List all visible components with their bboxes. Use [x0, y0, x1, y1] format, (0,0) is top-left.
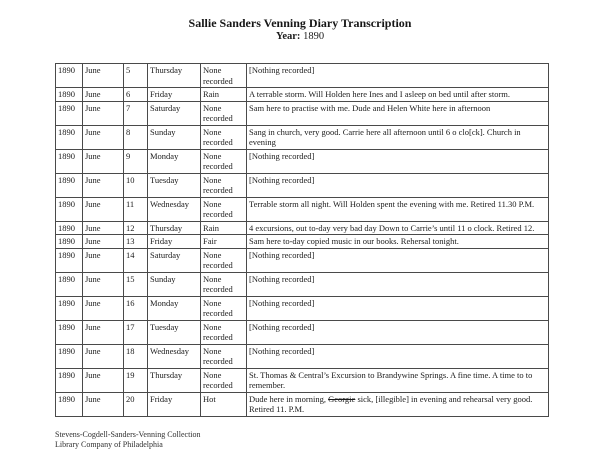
entry-text: Dude here in morning,: [249, 393, 329, 404]
cell-weekday: Sunday: [148, 272, 201, 296]
cell-day: 15: [124, 272, 148, 296]
cell-day: 10: [124, 173, 148, 197]
cell-month: June: [83, 392, 124, 416]
cell-weather: None recorded: [201, 125, 247, 149]
cell-weekday: Thursday: [148, 221, 201, 235]
entry-text: Sam here to practise with me. Dude and Helen White here in afternoon: [249, 102, 491, 113]
cell-weather: Hot: [201, 392, 247, 416]
cell-weather: None recorded: [201, 101, 247, 125]
cell-year: 1890: [56, 344, 83, 368]
cell-entry: [247, 125, 549, 149]
cell-entry: [247, 320, 549, 344]
entry-text: [Nothing recorded]: [249, 297, 315, 308]
cell-year: 1890: [56, 64, 83, 88]
cell-weekday: Saturday: [148, 101, 201, 125]
cell-day: 20: [124, 392, 148, 416]
footer-collection-line: Stevens-Cogdell-Sanders-Venning Collection: [55, 429, 201, 439]
entry-text: Sam here to-day copied music in our books. Rehersal tonight.: [249, 236, 459, 246]
cell-weekday: Friday: [148, 88, 201, 102]
year-value: 1890: [303, 31, 325, 42]
cell-year: 1890: [56, 173, 83, 197]
cell-day: 13: [124, 235, 148, 249]
cell-weather: None recorded: [201, 320, 247, 344]
cell-entry: [247, 173, 549, 197]
entry-text: [Nothing recorded]: [249, 65, 315, 75]
cell-entry: [247, 149, 549, 173]
cell-entry: [247, 248, 549, 272]
entry-text: 4 excursions, out to-day very bad day Down to Carrie’s until 11 o clock. Retired 12.: [249, 222, 535, 233]
cell-month: June: [83, 149, 124, 173]
cell-entry: [247, 296, 549, 320]
cell-year: 1890: [56, 149, 83, 173]
table-row: [56, 88, 549, 102]
entry-text: [Nothing recorded]: [249, 249, 315, 260]
cell-entry: [247, 197, 549, 221]
cell-weather: None recorded: [201, 368, 247, 392]
cell-month: June: [83, 296, 124, 320]
cell-entry: [247, 221, 549, 235]
table-row: [56, 392, 549, 416]
cell-weekday: Monday: [148, 296, 201, 320]
table-row: [56, 272, 549, 296]
cell-weather: None recorded: [201, 296, 247, 320]
cell-month: June: [83, 235, 124, 249]
cell-month: June: [83, 320, 124, 344]
entry-text: Sang in church, very good. Carrie here all afternoon until 6 o clo[ck]. Church in evening: [249, 126, 521, 147]
cell-weather: Rain: [201, 88, 247, 102]
cell-day: 18: [124, 344, 148, 368]
table-row: [56, 320, 549, 344]
entry-text: sick, [illegible] in evening and rehearsal very good. Retired 11. P.M.: [249, 393, 533, 414]
document-title: Sallie Sanders Venning Diary Transcription: [188, 16, 412, 30]
cell-day: 7: [124, 101, 148, 125]
cell-entry: [247, 368, 549, 392]
cell-month: June: [83, 64, 124, 88]
entry-text: [Nothing recorded]: [249, 345, 315, 356]
cell-month: June: [83, 368, 124, 392]
cell-day: 17: [124, 320, 148, 344]
cell-weather: None recorded: [201, 197, 247, 221]
year-label: Year:: [275, 31, 301, 42]
table-row: [56, 368, 549, 392]
entry-text: [Nothing recorded]: [249, 174, 315, 185]
cell-month: June: [83, 101, 124, 125]
diary-table-body: [56, 64, 549, 417]
footer: [55, 430, 600, 450]
table-row: [56, 101, 549, 125]
cell-entry: [247, 101, 549, 125]
cell-year: 1890: [56, 248, 83, 272]
cell-entry: [247, 64, 549, 88]
cell-year: 1890: [56, 101, 83, 125]
cell-weather: None recorded: [201, 272, 247, 296]
table-row: [56, 296, 549, 320]
cell-day: 12: [124, 221, 148, 235]
cell-weather: None recorded: [201, 173, 247, 197]
cell-month: June: [83, 125, 124, 149]
cell-day: 6: [124, 88, 148, 102]
cell-month: June: [83, 197, 124, 221]
cell-day: 9: [124, 149, 148, 173]
cell-weather: None recorded: [201, 344, 247, 368]
cell-day: 14: [124, 248, 148, 272]
year-line: [0, 30, 600, 44]
cell-weekday: Tuesday: [148, 320, 201, 344]
table-row: [56, 125, 549, 149]
cell-year: 1890: [56, 392, 83, 416]
cell-weekday: Sunday: [148, 125, 201, 149]
cell-day: 5: [124, 64, 148, 88]
cell-year: 1890: [56, 320, 83, 344]
entry-text: A terrable storm. Will Holden here Ines and I asleep on bed until after storm.: [249, 89, 511, 99]
cell-weekday: Tuesday: [148, 173, 201, 197]
cell-weekday: Friday: [148, 235, 201, 249]
cell-weekday: Friday: [148, 392, 201, 416]
table-row: [56, 149, 549, 173]
cell-entry: [247, 272, 549, 296]
cell-entry: [247, 88, 549, 102]
cell-year: 1890: [56, 221, 83, 235]
entry-text: [Nothing recorded]: [249, 273, 315, 284]
cell-month: June: [83, 88, 124, 102]
cell-year: 1890: [56, 235, 83, 249]
cell-day: 8: [124, 125, 148, 149]
cell-entry: [247, 344, 549, 368]
cell-weekday: Thursday: [148, 368, 201, 392]
cell-day: 19: [124, 368, 148, 392]
entry-text: Terrable storm all night. Will Holden spent the evening with me. Retired 11.30 P.M.: [249, 198, 535, 209]
cell-weather: None recorded: [201, 149, 247, 173]
cell-month: June: [83, 272, 124, 296]
cell-entry: [247, 235, 549, 249]
table-row: [56, 344, 549, 368]
cell-year: 1890: [56, 197, 83, 221]
table-row: [56, 235, 549, 249]
table-row: [56, 64, 549, 88]
diary-table: [55, 63, 549, 417]
cell-year: 1890: [56, 88, 83, 102]
entry-text: [Nothing recorded]: [249, 321, 315, 332]
cell-weather: None recorded: [201, 64, 247, 88]
cell-year: 1890: [56, 125, 83, 149]
cell-month: June: [83, 221, 124, 235]
cell-month: June: [83, 248, 124, 272]
entry-text: St. Thomas & Central’s Excursion to Brandywine Springs. A fine time. A time to to remember.: [249, 369, 533, 390]
table-row: [56, 197, 549, 221]
table-row: [56, 248, 549, 272]
cell-year: 1890: [56, 272, 83, 296]
cell-weather: Fair: [201, 235, 247, 249]
cell-year: 1890: [56, 368, 83, 392]
cell-month: June: [83, 344, 124, 368]
footer-institution-line: Library Company of Philadelphia: [55, 439, 163, 449]
cell-weekday: Thursday: [148, 64, 201, 88]
cell-weekday: Wednesday: [148, 344, 201, 368]
table-row: [56, 221, 549, 235]
cell-year: 1890: [56, 296, 83, 320]
table-row: [56, 173, 549, 197]
cell-day: 11: [124, 197, 148, 221]
cell-weather: None recorded: [201, 248, 247, 272]
cell-weekday: Saturday: [148, 248, 201, 272]
cell-weekday: Monday: [148, 149, 201, 173]
cell-weekday: Wednesday: [148, 197, 201, 221]
cell-day: 16: [124, 296, 148, 320]
cell-month: June: [83, 173, 124, 197]
entry-text: [Nothing recorded]: [249, 150, 315, 161]
cell-weather: Rain: [201, 221, 247, 235]
cell-entry: [247, 392, 549, 416]
entry-struck-text: Georgie: [328, 393, 356, 404]
